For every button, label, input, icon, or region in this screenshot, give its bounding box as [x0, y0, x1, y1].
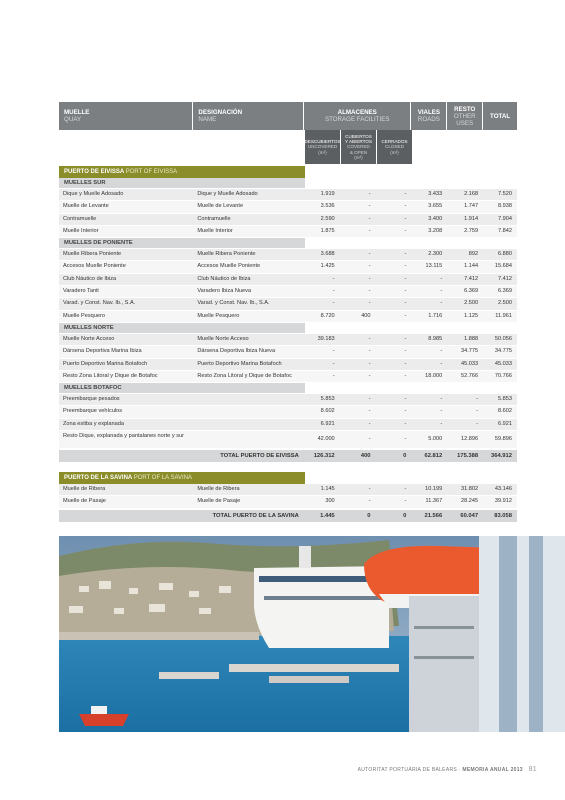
cell-resto: 45.033	[461, 360, 479, 367]
table-row	[59, 189, 517, 201]
cell-designacion: Accesos Muelle Poniente	[197, 263, 261, 270]
cell-cerrados: -	[404, 436, 407, 443]
cell-cerrados: -	[404, 348, 407, 355]
cell-cubiertos: -	[368, 263, 371, 270]
cell-cubiertos: -	[368, 408, 371, 415]
table-row	[59, 214, 517, 226]
cell-total: 11.961	[495, 312, 512, 319]
cell-viales: -	[440, 408, 443, 415]
total-row	[59, 510, 517, 522]
header-almacenes-label: ALMACENES	[337, 109, 377, 116]
cell-designacion: Muelle de Ribera	[197, 486, 240, 493]
cell-descubiertos: 3.536	[320, 203, 335, 210]
cell-designacion	[193, 431, 303, 448]
cell-designacion: Muelle Norte Acceso	[197, 335, 249, 342]
cell-cerrados: -	[404, 251, 407, 258]
section-title-label	[59, 472, 305, 484]
section-title	[59, 472, 517, 484]
cell-descubiertos: -	[332, 360, 335, 367]
cell-total: 59.896	[494, 436, 512, 443]
section-spacer	[59, 462, 517, 470]
total-row	[59, 450, 517, 462]
cell-cerrados: -	[404, 215, 407, 222]
table-row	[59, 496, 517, 508]
sub-desc-en: UNCOVERED	[307, 144, 338, 150]
cell-total: 8.938	[497, 203, 512, 210]
cell-descubiertos: 300	[325, 498, 335, 505]
header-resto-label: RESTO	[454, 105, 476, 113]
total-cub: 0	[367, 512, 371, 519]
cell-viales: 13.115	[425, 263, 443, 270]
table-row	[59, 274, 517, 286]
cell-resto: 1.144	[464, 263, 479, 270]
cell-total: 6.921	[497, 420, 512, 427]
total-desc: 1.445	[320, 512, 335, 519]
cell-resto: 1.888	[464, 335, 479, 342]
cell-total: 50.056	[494, 335, 512, 342]
cell-designacion	[193, 406, 303, 417]
total-resto: 175.388	[457, 453, 479, 460]
cell-muelle: Resto Dique, explanada y pantalanes norte y sur	[63, 432, 184, 439]
cell-cerrados: -	[404, 227, 407, 234]
cell-total: 5.853	[497, 396, 512, 403]
cell-designacion	[193, 419, 303, 430]
cell-designacion: Muelle de Levante	[197, 203, 244, 210]
cell-resto: 31.802	[461, 486, 479, 493]
cell-viales: -	[440, 396, 443, 403]
cell-descubiertos: 1.919	[320, 191, 335, 197]
table-row	[59, 334, 517, 346]
cell-resto: 7.412	[464, 275, 479, 282]
group-header: MUELLES SUR	[59, 178, 305, 189]
cell-muelle: Contramuelle	[63, 215, 97, 222]
table-row	[59, 419, 517, 431]
table-row	[59, 249, 517, 261]
cell-descubiertos: 3.688	[320, 251, 335, 258]
cell-cubiertos: -	[368, 275, 371, 282]
sub-cer-en: CLOSED	[385, 144, 404, 150]
cell-resto: 1.914	[464, 215, 479, 222]
table-row	[59, 371, 517, 383]
cell-muelle: Dársena Deportiva Marina Ibiza	[63, 348, 142, 355]
subheader-spacer	[59, 130, 305, 164]
table-subheader	[59, 130, 517, 164]
cell-viales: 2.300	[428, 251, 443, 258]
table-row	[59, 311, 517, 323]
header-almacenes-en: STORAGE FACILITIES	[324, 116, 390, 123]
cell-viales: 3.208	[428, 227, 443, 234]
cell-muelle: Preembarque pesados	[63, 396, 120, 403]
cell-cubiertos: -	[368, 360, 371, 367]
cell-cerrados: -	[404, 288, 407, 295]
total-desc: 126.312	[313, 453, 335, 460]
cell-designacion: Contramuelle	[197, 215, 231, 222]
header-viales	[411, 102, 447, 130]
header-almacenes	[304, 102, 412, 130]
cell-viales: 18.000	[425, 372, 443, 379]
cell-designacion: Varadero Ibiza Nueva	[197, 288, 252, 295]
cell-cubiertos: -	[368, 396, 371, 403]
total-viales: 21.566	[424, 512, 443, 519]
port-photo-illustration	[59, 536, 565, 732]
cell-descubiertos: 8.720	[320, 312, 335, 319]
sub-cub-label-2: Y ABIERTOS	[344, 139, 373, 145]
cell-muelle: Varadero Tanit	[63, 288, 99, 295]
cell-resto: 12.896	[461, 436, 479, 443]
header-viales-en: ROADS	[417, 116, 440, 123]
cell-muelle: Muelle de Pasaje	[63, 498, 106, 505]
cell-cerrados: -	[404, 498, 407, 505]
cell-cubiertos: 400	[361, 312, 371, 319]
cell-muelle: Muelle Norte Acceso	[63, 335, 115, 342]
total-total: 83.058	[494, 512, 512, 519]
cell-total: 7.842	[497, 227, 512, 234]
cell-total: 7.520	[497, 191, 512, 197]
header-designacion-label: DESIGNACIÓN	[198, 109, 243, 116]
cell-muelle: Muelle de Ribera	[63, 486, 106, 493]
cell-cubiertos: -	[368, 335, 371, 342]
cell-resto: 892	[468, 251, 479, 258]
header-muelle	[59, 102, 193, 130]
sub-cub-unit: (m²)	[354, 154, 363, 160]
cell-total: 70.766	[494, 372, 512, 379]
cell-designacion	[193, 394, 303, 405]
cell-descubiertos: -	[332, 300, 335, 307]
cell-cubiertos: -	[368, 215, 371, 222]
cell-viales: 3.400	[428, 215, 443, 222]
sub-cub-label-1: CUBIERTOS	[345, 133, 372, 139]
sub-desc-label: DESCUBIERTOS	[304, 139, 341, 145]
cell-resto: 34.775	[461, 348, 479, 355]
infrastructure-table	[59, 102, 517, 522]
cell-cubiertos: -	[368, 288, 371, 295]
cell-cubiertos: -	[368, 300, 371, 307]
cell-descubiertos: -	[332, 348, 335, 355]
cell-cerrados: -	[404, 275, 407, 282]
cell-viales: 5.000	[428, 436, 443, 443]
cell-viales: -	[440, 288, 443, 295]
cell-total: 6.880	[497, 251, 512, 258]
table-row	[59, 406, 517, 418]
cell-resto: -	[476, 408, 479, 415]
cell-viales: 8.985	[428, 335, 443, 342]
cell-cerrados: -	[404, 335, 407, 342]
cell-muelle: Resto Zona Litoral y Dique de Botafoc	[63, 372, 158, 379]
table-row	[59, 359, 517, 371]
cell-descubiertos: 39.183	[317, 335, 335, 342]
table-row	[59, 286, 517, 298]
cell-viales: -	[440, 420, 443, 427]
table-header	[59, 102, 517, 130]
cell-total: 6.369	[497, 288, 512, 295]
cell-cerrados: -	[404, 360, 407, 367]
cell-descubiertos: 1.425	[320, 263, 335, 270]
cell-cerrados: -	[404, 396, 407, 403]
sub-desc-unit: (m²)	[318, 149, 327, 155]
group-header: MUELLES NORTE	[59, 323, 305, 334]
cell-muelle: Accesos Muelle Poniente	[63, 263, 126, 270]
cell-cerrados: -	[404, 312, 407, 319]
cell-muelle: Zona estiba y explanada	[63, 420, 124, 427]
cell-viales: 3.655	[428, 203, 443, 210]
cell-cubiertos: -	[368, 191, 371, 197]
cell-designacion: Resto Zona Litoral y Dique de Botafoc	[197, 372, 292, 379]
cell-muelle: Preembarque vehículos	[63, 408, 123, 415]
section-title-en: PORT OF EIVISSA	[125, 169, 178, 175]
subheader-cerrados	[377, 130, 413, 164]
header-designacion	[193, 102, 304, 130]
cell-designacion: Club Náutico de Ibiza	[197, 275, 251, 282]
cell-cubiertos: -	[368, 436, 371, 443]
header-designacion-en: NAME	[198, 116, 217, 123]
cell-cerrados: -	[404, 408, 407, 415]
footer-report: MEMORIA ANUAL 2013	[462, 767, 523, 773]
total-label: TOTAL PUERTO DE EIVISSA	[220, 453, 299, 460]
cell-cerrados: -	[404, 263, 407, 270]
cell-designacion: Varad. y Const. Nav. Ib., S.A.	[197, 300, 270, 307]
subheader-cubiertos	[341, 130, 377, 164]
cell-muelle: Varad. y Const. Nav. Ib., S.A.	[63, 300, 136, 307]
port-photo	[59, 536, 565, 732]
table-row	[59, 261, 517, 273]
cell-viales: 3.433	[428, 191, 443, 197]
header-muelle-en: QUAY	[64, 116, 82, 123]
section-title	[59, 166, 517, 178]
cell-viales: -	[440, 300, 443, 307]
header-total	[483, 102, 517, 130]
cell-resto: 2.759	[464, 227, 479, 234]
table-row	[59, 484, 517, 496]
cell-cubiertos: -	[368, 348, 371, 355]
total-cer: 0	[403, 512, 407, 519]
cell-cerrados: -	[404, 420, 407, 427]
cell-descubiertos: 2.590	[320, 215, 335, 222]
cell-resto: 2.500	[464, 300, 479, 307]
cell-muelle: Muelle de Levante	[63, 203, 109, 210]
table-row	[59, 394, 517, 406]
cell-resto: 28.245	[461, 498, 479, 505]
cell-cubiertos: -	[368, 486, 371, 493]
cell-designacion: Dique y Muelle Adosado	[197, 191, 258, 197]
cell-cubiertos: -	[368, 372, 371, 379]
table-row	[59, 298, 517, 310]
table-row	[59, 201, 517, 213]
total-resto: 60.047	[460, 512, 479, 519]
cell-descubiertos: 1.875	[320, 227, 335, 234]
cell-total: 8.602	[497, 408, 512, 415]
cell-total: 39.912	[494, 498, 512, 505]
cell-cubiertos: -	[368, 420, 371, 427]
total-cub: 400	[360, 453, 371, 460]
cell-cubiertos: -	[368, 251, 371, 258]
cell-total: 7.904	[497, 215, 512, 222]
sub-cub-en-1: COVERED	[347, 144, 370, 150]
cell-viales: -	[440, 275, 443, 282]
total-cer: 0	[403, 453, 407, 460]
group-header: MUELLES DE PONIENTE	[59, 238, 305, 249]
cell-designacion: Muelle de Pasaje	[197, 498, 241, 505]
page-footer	[358, 766, 537, 773]
sub-cer-unit: (m²)	[390, 149, 399, 155]
footer-org: AUTORITAT PORTUÀRIA DE BALEARS	[357, 767, 458, 773]
cell-resto: -	[476, 396, 479, 403]
cell-muelle: Club Náutico de Ibiza	[63, 275, 117, 282]
cell-resto: 1.747	[464, 203, 479, 210]
cell-descubiertos: -	[332, 372, 335, 379]
cell-resto: 2.168	[464, 191, 479, 197]
cell-total: 45.033	[494, 360, 512, 367]
cell-muelle: Muelle Interior	[63, 227, 99, 234]
section-title-es: PUERTO DE EIVISSA	[64, 169, 125, 175]
cell-total: 34.775	[494, 348, 512, 355]
page-number: 81	[528, 766, 537, 773]
table-row	[59, 346, 517, 358]
footer-separator: ·	[458, 767, 461, 773]
cell-viales: -	[440, 348, 443, 355]
cell-cubiertos: -	[368, 203, 371, 210]
cell-descubiertos: 1.145	[320, 486, 335, 493]
cell-viales: 10.199	[425, 486, 443, 493]
cell-muelle: Dique y Muelle Adosado	[63, 191, 124, 197]
header-resto	[447, 102, 483, 130]
cell-descubiertos: 6.921	[320, 420, 335, 427]
table-row	[59, 431, 517, 449]
cell-descubiertos: -	[332, 288, 335, 295]
cell-muelle: Muelle Pesquero	[63, 312, 105, 319]
sub-cub-en-2: & OPEN	[349, 149, 368, 155]
cell-descubiertos: 8.602	[320, 408, 335, 415]
table-body	[59, 166, 517, 522]
cell-resto: 52.766	[461, 372, 479, 379]
cell-designacion: Muelle Interior	[197, 227, 233, 234]
cell-viales: 11.367	[425, 498, 443, 505]
cell-cerrados: -	[404, 372, 407, 379]
section-title-es: PUERTO DE LA SAVINA	[64, 475, 133, 482]
cell-viales: 1.716	[428, 312, 443, 319]
header-muelle-label: MUELLE	[64, 109, 90, 116]
cell-resto: -	[476, 420, 479, 427]
cell-total: 43.146	[494, 486, 512, 493]
cell-designacion: Muelle Ribera Poniente	[197, 251, 256, 258]
cell-cubiertos: -	[368, 227, 371, 234]
subheader-descubiertos	[305, 130, 341, 164]
cell-cerrados: -	[404, 191, 407, 197]
header-viales-label: VIALES	[417, 109, 441, 116]
cell-muelle: Muelle Ribera Poniente	[63, 251, 122, 258]
total-viales: 62.812	[424, 453, 443, 460]
header-resto-en: OTHER USES	[453, 112, 476, 127]
cell-resto: 1.125	[464, 312, 479, 319]
cell-designacion: Dársena Deportiva Ibiza Nueva	[197, 348, 276, 355]
cell-total: 7.412	[497, 275, 512, 282]
table-row	[59, 226, 517, 238]
group-header: MUELLES BOTAFOC	[59, 383, 305, 394]
section-title-en: PORT OF LA SAVINA	[133, 475, 193, 482]
cell-descubiertos: 5.853	[320, 396, 335, 403]
cell-cerrados: -	[404, 203, 407, 210]
cell-total: 2.500	[497, 300, 512, 307]
sub-cer-label: CERRADOS	[381, 139, 408, 145]
cell-viales: -	[440, 360, 443, 367]
total-total: 364.912	[491, 453, 512, 460]
header-total-label: TOTAL	[490, 112, 511, 120]
section-title-label	[59, 166, 305, 178]
cell-cubiertos: -	[368, 498, 371, 505]
cell-resto: 6.369	[464, 288, 479, 295]
cell-designacion: Puerto Deportivo Marina Botafoch	[197, 360, 282, 367]
cell-descubiertos: 42.000	[317, 436, 335, 443]
cell-cerrados: -	[404, 486, 407, 493]
cell-total: 15.684	[494, 263, 512, 270]
cell-designacion: Muelle Pesquero	[197, 312, 240, 319]
total-label: TOTAL PUERTO DE LA SAVINA	[212, 512, 299, 519]
cell-cerrados: -	[404, 300, 407, 307]
cell-descubiertos: -	[332, 275, 335, 282]
cell-muelle: Puerto Deportivo Marina Botafoch	[63, 360, 148, 367]
